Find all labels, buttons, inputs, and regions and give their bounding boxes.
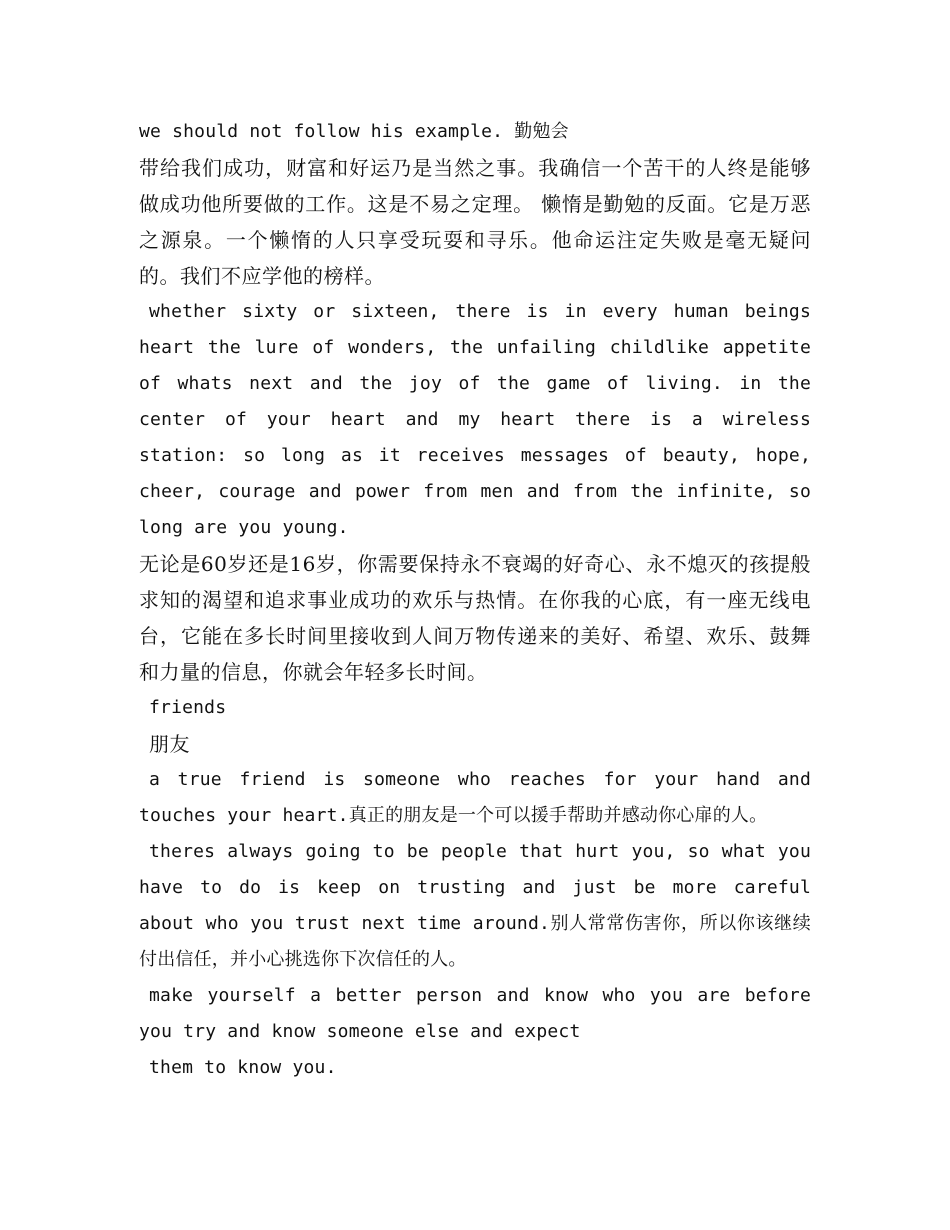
document-page [139, 114, 811, 1086]
heading-friends-chinese: 朋友 [149, 732, 190, 756]
paragraph-true-friend: a true friend is someone who reaches for your hand and touches your heart.真正的朋友是一个可以援手帮助并感动你心扉的人。 [139, 769, 811, 826]
paragraph-know-you: them to know you. [149, 1057, 337, 1078]
paragraph-youth-english: whether sixty or sixteen, there is in every human beings heart the lure of wonders, the unfailing childlike appetite of whats next and the joy of the game of living. in the center of your heart and my heart there is a wireless station: so long as it receives messages of beauty, hope, cheer, courage and power from men and from the infinite, so long are you young. [139, 301, 811, 538]
paragraph-diligence-chinese: 带给我们成功，财富和好运乃是当然之事。我确信一个苦干的人终是能够做成功他所要做的工作。这是不易之定理。 懒惰是勤勉的反面。它是万恶之源泉。一个懒惰的人只享受玩耍和寻乐。他命运注定失败是毫无疑问的。我们不应学他的榜样。 [139, 156, 811, 288]
paragraph-example-line: we should not follow his example. 勤勉会 [139, 121, 569, 142]
paragraph-trust: theres always going to be people that hurt you, so what you have to do is keep on trusting and just be more careful about who you trust next time around.别人常常伤害你，所以你该继续付出信任，并小心挑选你下次信任的人。 [139, 841, 811, 970]
paragraph-youth-chinese: 无论是60岁还是16岁，你需要保持永不衰竭的好奇心、永不熄灭的孩提般求知的渴望和追求事业成功的欢乐与热情。在你我的心底，有一座无线电台，它能在多长时间里接收到人间万物传递来的美好、希望、欢乐、鼓舞和力量的信息，你就会年轻多长时间。 [139, 552, 811, 684]
heading-friends: friends [149, 697, 227, 718]
paragraph-better-person: make yourself a better person and know who you are before you try and know someone else and expect [139, 985, 811, 1042]
